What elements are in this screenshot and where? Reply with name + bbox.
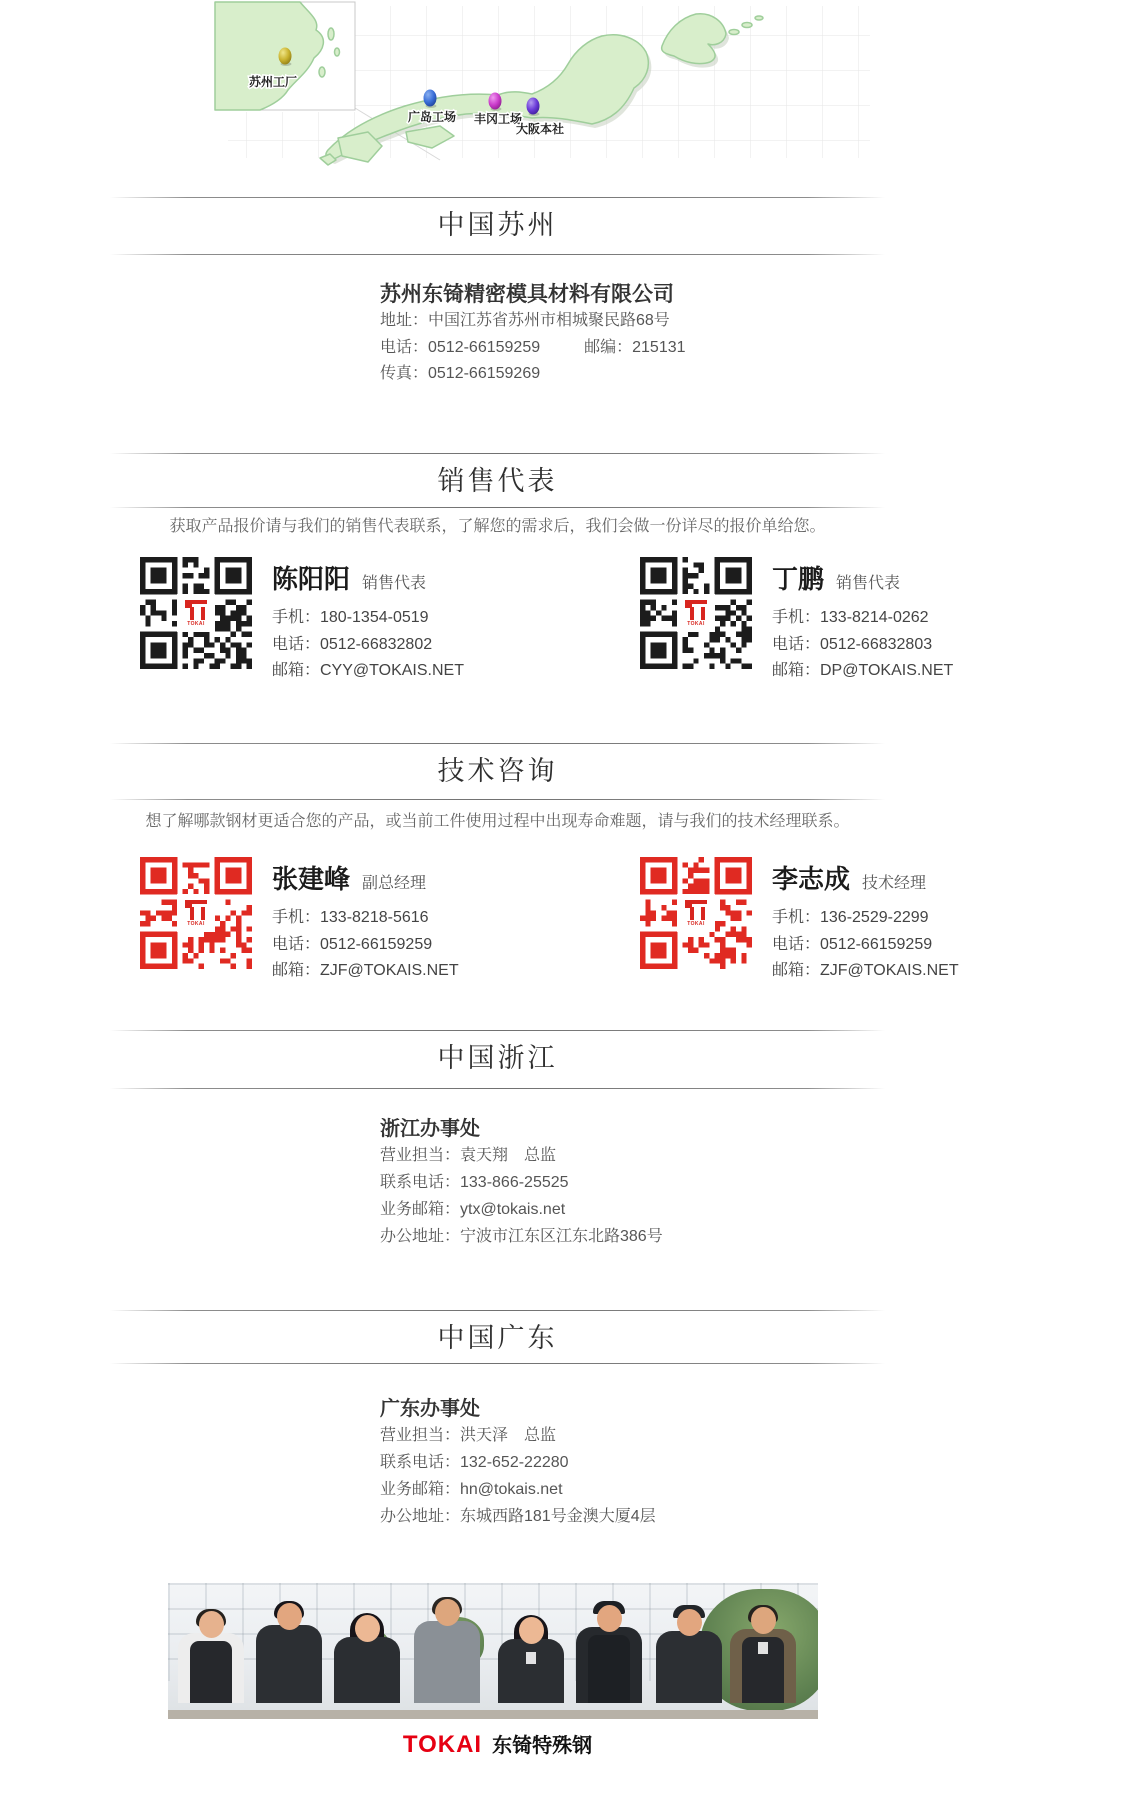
office-address: 办公地址：宁波市江东区江东北路386号	[380, 1228, 663, 1245]
contact-phone: 电话：0512-66159259	[272, 935, 433, 953]
svg-text:大阪本社: 大阪本社	[515, 122, 565, 136]
section-header-zhejiang: 中国浙江	[437, 1043, 558, 1073]
company-address: 地址：中国江苏省苏州市相城聚民路68号	[380, 312, 670, 329]
team-member	[178, 1611, 244, 1711]
office-phone: 联系电话：133-866-25525	[380, 1174, 569, 1191]
office-info-guangdong	[380, 1422, 656, 1530]
team-member	[576, 1605, 642, 1711]
company-phone-line	[380, 335, 686, 362]
locations-map	[210, 0, 880, 166]
contact-phone: 电话：0512-66832802	[272, 635, 433, 653]
office-manager: 营业担当：袁天翔 总监	[380, 1147, 557, 1164]
contact-role: 销售代表	[836, 575, 901, 592]
contact-name: 丁鹏	[772, 564, 825, 594]
company-info	[380, 308, 686, 388]
team-member	[656, 1609, 722, 1711]
contact-email: 邮箱：CYY@TOKAIS.NET	[272, 662, 464, 680]
tokai-mark-icon	[685, 600, 707, 620]
team-member	[334, 1615, 400, 1711]
company-fax: 传真：0512-66159269	[380, 365, 541, 383]
qr-code-tech-2	[640, 857, 752, 969]
contact-phone: 电话：0512-66159259	[772, 935, 933, 953]
svg-text:苏州工厂: 苏州工厂	[248, 75, 298, 89]
sales-intro: 获取产品报价请与我们的销售代表联系，了解您的需求后，我们会做一份详尽的报价单给您。	[169, 518, 826, 535]
tokai-wordmark: TOKAI	[402, 1731, 483, 1758]
tokai-mark-icon	[185, 900, 207, 920]
divider	[110, 1310, 885, 1311]
svg-text:丰冈工场: 丰冈工场	[473, 112, 523, 126]
office-info-zhejiang	[380, 1142, 663, 1250]
divider	[110, 197, 885, 198]
office-address: 办公地址：东城西路181号金澳大厦4层	[380, 1508, 656, 1525]
team-photo	[168, 1583, 818, 1719]
tech-contact-card	[640, 857, 1110, 980]
office-email: 业务邮箱：hn@tokais.net	[380, 1481, 563, 1498]
footer-logo	[110, 1729, 885, 1759]
contact-name: 李志成	[772, 864, 851, 894]
contact-email: 邮箱：ZJF@TOKAIS.NET	[272, 962, 459, 980]
tech-contact-card	[140, 857, 610, 980]
contact-role: 副总经理	[362, 875, 427, 892]
contact-role: 销售代表	[362, 575, 427, 592]
divider	[110, 453, 885, 454]
divider	[110, 1088, 885, 1089]
svg-text:广岛工场: 广岛工场	[407, 110, 457, 124]
tokai-logo-icon: TOKAI	[677, 894, 715, 932]
tokai-mark-icon	[185, 600, 207, 620]
divider	[110, 799, 885, 800]
contact-mobile: 手机：133-8214-0262	[772, 609, 929, 626]
company-name: 苏州东锜精密模具材料有限公司	[380, 283, 674, 306]
company-phone: 电话：0512-66159259	[380, 338, 541, 356]
tokai-logo-icon: TOKAI	[177, 594, 215, 632]
team-member	[256, 1603, 322, 1711]
section-header-suzhou: 中国苏州	[437, 210, 558, 240]
divider	[110, 254, 885, 255]
footer-company-name: 东锜特殊钢	[492, 1735, 593, 1757]
office-email: 业务邮箱：ytx@tokais.net	[380, 1201, 566, 1218]
qr-code-tech-1	[140, 857, 252, 969]
divider	[110, 743, 885, 744]
contact-email: 邮箱：ZJF@TOKAIS.NET	[772, 962, 959, 980]
sales-contact-card	[640, 557, 1110, 680]
contact-email: 邮箱：DP@TOKAIS.NET	[772, 662, 954, 680]
tech-intro: 想了解哪款钢材更适合您的产品，或当前工件使用过程中出现寿命难题，请与我们的技术经理联系。	[145, 813, 850, 830]
company-postcode: 邮编：215131	[584, 338, 686, 356]
tokai-logo-icon: TOKAI	[177, 894, 215, 932]
contact-phone: 电话：0512-66832803	[772, 635, 933, 653]
office-manager: 营业担当：洪天泽 总监	[380, 1427, 557, 1444]
qr-code-sales-1	[140, 557, 252, 669]
contact-name: 陈阳阳	[272, 564, 351, 594]
office-name-guangdong: 广东办事处	[380, 1398, 480, 1420]
contact-mobile: 手机：180-1354-0519	[272, 609, 429, 626]
contact-mobile: 手机：133-8218-5616	[272, 909, 429, 926]
section-header-guangdong: 中国广东	[437, 1323, 558, 1353]
office-phone: 联系电话：132-652-22280	[380, 1454, 569, 1471]
divider	[110, 1030, 885, 1031]
qr-code-sales-2	[640, 557, 752, 669]
team-member	[414, 1599, 480, 1711]
divider	[110, 507, 885, 508]
contact-role: 技术经理	[862, 875, 927, 892]
team-member	[498, 1617, 564, 1711]
section-header-tech: 技术咨询	[437, 756, 558, 786]
tokai-mark-icon	[685, 900, 707, 920]
tokai-logo-icon: TOKAI	[677, 594, 715, 632]
japan-china-map	[210, 0, 880, 166]
team-member	[730, 1607, 796, 1711]
office-name-zhejiang: 浙江办事处	[380, 1118, 480, 1140]
sales-contact-card	[140, 557, 610, 680]
section-header-sales: 销售代表	[437, 466, 558, 496]
divider	[110, 1363, 885, 1364]
contact-mobile: 手机：136-2529-2299	[772, 909, 929, 926]
contact-name: 张建峰	[272, 864, 351, 894]
